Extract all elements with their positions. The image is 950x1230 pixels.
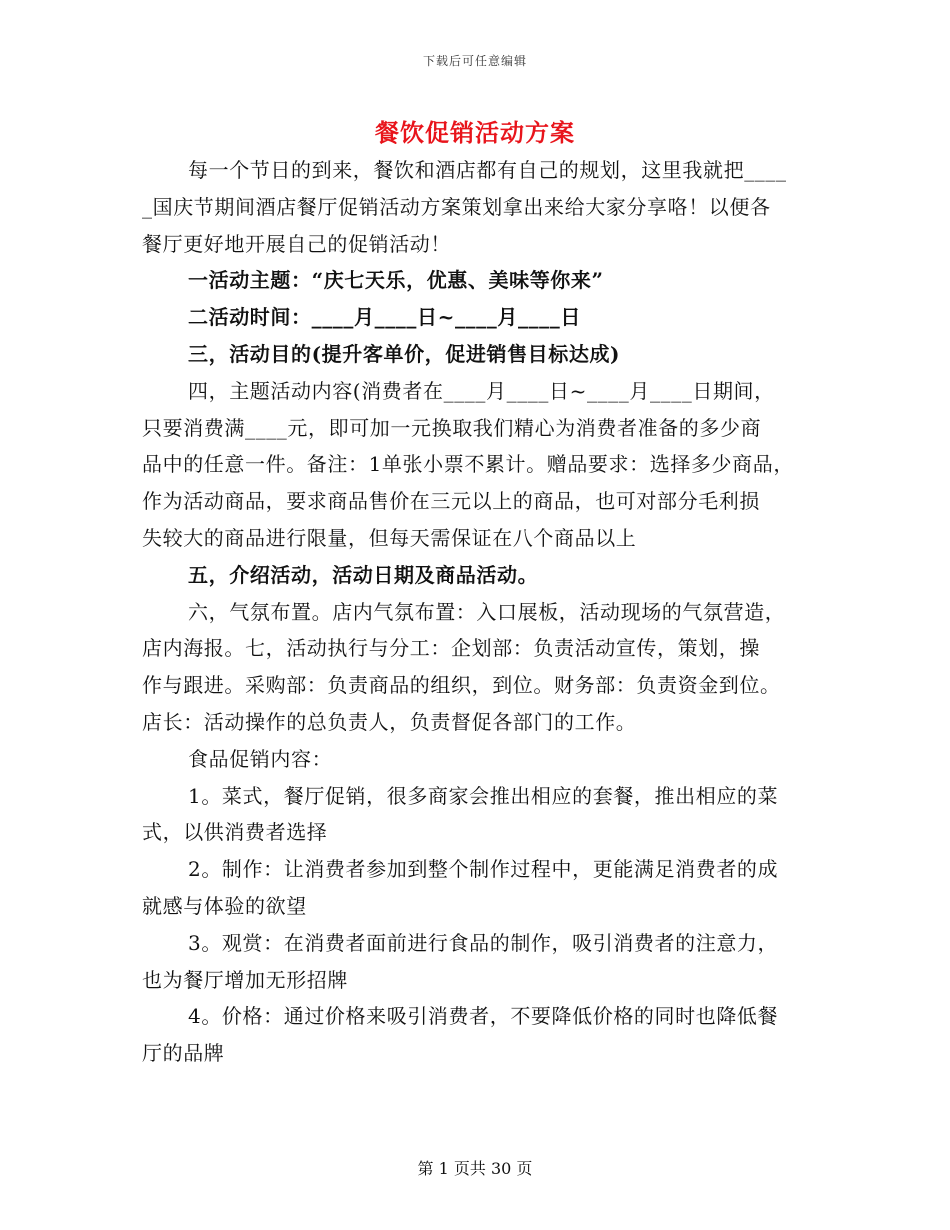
section-heading-intro: 五，介绍活动，活动日期及商品活动。 bbox=[188, 562, 539, 587]
paragraph-line: 品中的任意一件。备注：1单张小票不累计。赠品要求：选择多少商品， bbox=[142, 452, 794, 477]
paragraph-line: 餐厅更好地开展自己的促销活动！ bbox=[142, 231, 451, 256]
list-item-line: 1。菜式，餐厅促销，很多商家会推出相应的套餐，推出相应的菜 bbox=[188, 783, 779, 808]
list-item-line: 4。价格：通过价格来吸引消费者，不要降低价格的同时也降低餐 bbox=[188, 1004, 779, 1029]
section-heading-purpose: 三，活动目的(提升客单价，促进销售目标达成) bbox=[188, 341, 621, 366]
paragraph-line: 店长：活动操作的总负责人，负责督促各部门的工作。 bbox=[142, 709, 637, 734]
list-item-line: 厅的品牌 bbox=[142, 1041, 225, 1066]
paragraph-line: 四，主题活动内容(消费者在____月____日~____月____日期间， bbox=[188, 378, 775, 403]
page-number-footer: 第 1 页共 30 页 bbox=[417, 1159, 533, 1178]
document-body bbox=[142, 152, 832, 1072]
page-header-note: 下载后可任意编辑 bbox=[422, 54, 527, 68]
section-heading-theme: 一活动主题：“庆七天乐，优惠、美味等你来” bbox=[188, 268, 604, 293]
paragraph-line: 六，气氛布置。店内气氛布置：入口展板，活动现场的气氛营造， bbox=[188, 599, 786, 624]
list-item-line: 也为餐厅增加无形招牌 bbox=[142, 967, 348, 992]
paragraph-line: 失较大的商品进行限量，但每天需保证在八个商品以上 bbox=[142, 525, 637, 550]
paragraph-line: 作与跟进。采购部：负责商品的组织，到位。财务部：负责资金到位。 bbox=[142, 673, 781, 698]
list-item-line: 就感与体验的欲望 bbox=[142, 893, 307, 918]
paragraph-line: 店内海报。七，活动执行与分工：企划部：负责活动宣传，策划，操 bbox=[142, 636, 760, 661]
list-item-line: 3。观赏：在消费者面前进行食品的制作，吸引消费者的注意力， bbox=[188, 930, 779, 955]
paragraph-line: 每一个节日的到来，餐饮和酒店都有自己的规划，这里我就把____ bbox=[188, 158, 787, 182]
paragraph-line: _国庆节期间酒店餐厅促销活动方案策划拿出来给大家分享咯！以便各 bbox=[142, 194, 771, 219]
paragraph-line: 只要消费满____元，即可加一元换取我们精心为消费者准备的多少商 bbox=[142, 415, 762, 440]
section-heading-time: 二活动时间：____月____日~____月____日 bbox=[188, 305, 581, 330]
paragraph-line: 作为活动商品，要求商品售价在三元以上的商品，也可对部分毛利损 bbox=[142, 489, 760, 514]
list-item-line: 2。制作：让消费者参加到整个制作过程中，更能满足消费者的成 bbox=[188, 857, 779, 882]
list-item-line: 式，以供消费者选择 bbox=[142, 820, 328, 845]
paragraph-line: 食品促销内容： bbox=[188, 746, 333, 771]
document-title: 餐饮促销活动方案 bbox=[375, 118, 575, 147]
